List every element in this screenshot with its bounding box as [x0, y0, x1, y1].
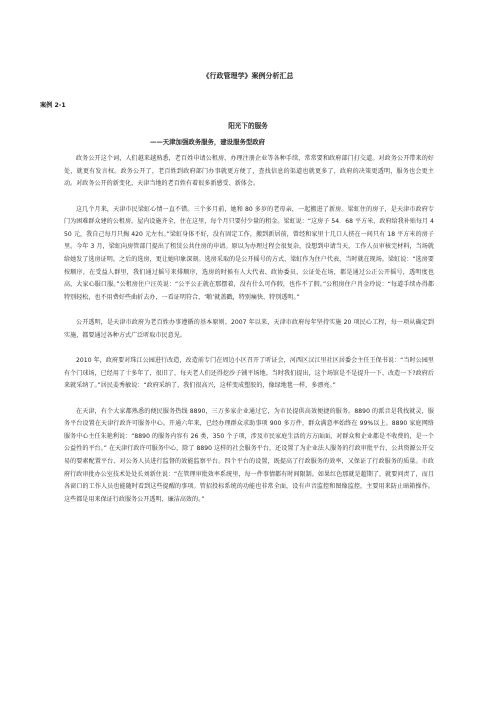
document-title: 《行政管理学》案例分析汇总: [202, 72, 294, 80]
case-subtitle: ——天津加强政务服务，建设服务型政府: [150, 138, 266, 146]
body-paragraph: 2010 年，政府要对珠江公园进行改造，改造前专门在周边小区召开了听证会，河西区汉江里社区居委会主任王保书说：“当时公园里有个门球场，已经用了十多年了，很旧了，每天老人们还得挖沙子铺平场地。当时我们提出，这个场馆是不是提升一下、改造一下?政府后来就采纳了。”居民姜秀敏说：“政府采纳了，我们很高兴，这样变成塑胶的，像绿地毯一样，多漂亮。”: [64, 357, 434, 390]
body-paragraph: 在天津，有个大家都熟悉的便民服务热线 8890，三万多家企业通过它，为市民提供高效便捷的服务。8890 的派音是我找就灵，服务平台设置在天津行政许可服务中心。开通六年来，已经办理群众求助事项 900 多万件，群众满意率始终在 99%以上。8890 家庭网络服务中心主任朱艳利说：“8890 的服务内容有 26 类，350 个子项，涉及市民家庭生活的方方面面，对群众和企业都是不收费的，是一个公益性的平台。” 在天津行政许可服务中心，除了 8890 这样的社会服务平台，还设置了为企业法人服务的行政审批平台、公共资源公开交易的要素配置平台、对公务人员进行监督的效能监察平台。四个平台的设置，既提高了行政服务的效率，又保证了行政服务的质量。市政府行政审批办公室技术处处长刘新住说：“在管理审批效率系统里，每一件事情都有时间限制。如果红色那就是超期了，就要问责了，而且各窗口的工作人员也能随时看到这些提醒的事项。管招投标系统的功能也非常全面，设有声音监控和图像监控，主要用来防止暗箱操作。这些都是用来保证行政服务公开透明、廉洁高效的。”: [64, 407, 434, 503]
body-paragraph: 公开透明，是天津市政府为老百姓办事遵循的基本原则。2007 年以来，天津市政府每年坚持实施 20 项民心工程，每一项从确定到实施，都要通过各种方式广泛听取市民意见。: [64, 319, 434, 339]
document-body: [64, 153, 434, 519]
case-title: 阳光下的服务: [228, 122, 268, 130]
body-paragraph: 这几个月来，天津市民梁虹心情一直不错。三个多月前，她和 80 多岁的老母亲，一起搬进了新房。梁虹住的房子，是天津市政府专门为困难群众建的公租房。屋内设施齐全，住在这里，每个月只要付少量的租金。梁虹说：“这房子 54．68 平方米，政府给我补贴每月 450 元，我自己每月只掏 420 元左右。”梁虹身体不好，没有固定工作，搬到新居前，曾经和家里十几口人挤在一间只有 18 平方米的房子里。今年 3 月，梁虹向房管部门提出了租赁公共住房的申请。原以为办理过程会很复杂，没想到申请当天，工作人员审核完材料，当场就给她发了选房证明。之后的选房，更让她印象深刻。选房采取的是公开摇号的方式，梁虹作为住户代表，当时就在现场。梁虹说：“选房要按顺序，在受益人群里，我们通过摇号来排顺序，选房的时候有人大代表、政协委员、公证处在场，都是通过公正公开摇号，透明度也高，大家心服口服。”公租房住户汪英说：“公平公正就在那摆着，没有什么可作假，也作不了假。”公租房住户肖金玲说：“每道手续办得都特别轻松，也不用费好些曲折去办，一看证明符合，‘啪’就盖戳，特别痛快、特别透明。”: [64, 205, 435, 301]
body-paragraph: 政务公开这个词，人们越来越熟悉，老百姓申请公租房、办理注册企业等各种手续，常常要和政府部门打交道。对政务公开带来的好处，就更有发言权。政务公开了，老百姓到政府部门办事就更方便了，查找信息的渠道也就更多了，政府的决策更透明，服务也会更主动。对政务公开的新变化，天津当地的老百姓有着很多新感受、新体会。: [64, 155, 434, 188]
case-label: 案例 2-1: [40, 102, 66, 109]
